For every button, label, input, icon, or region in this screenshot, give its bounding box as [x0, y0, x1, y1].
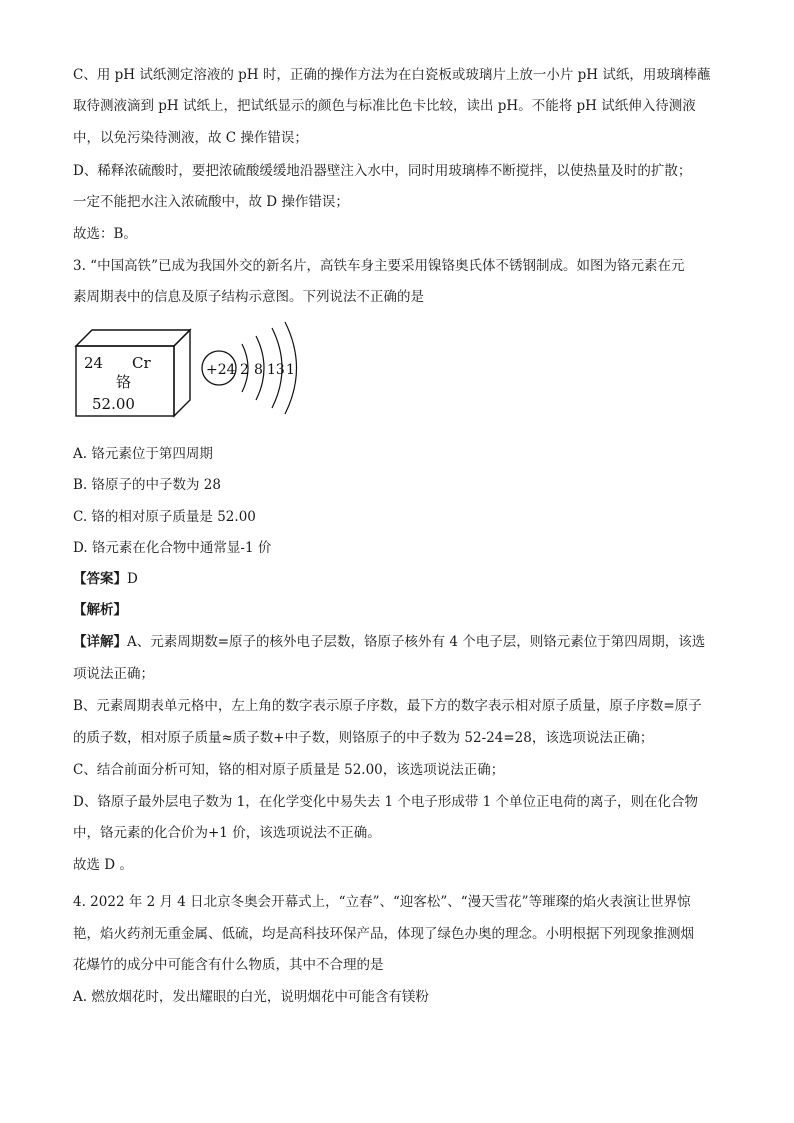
atomic-mass: 52.00 [92, 395, 135, 413]
answer-label: 【答案】 [73, 571, 127, 587]
text-line: D、稀释浓硫酸时，要把浓硫酸缓缓地沿器壁注入水中，同时用玻璃棒不断搅拌，以使热量及时的扩散； [73, 163, 692, 179]
atomic-number: 24 [84, 354, 104, 372]
shell-electrons: 2 [240, 362, 249, 378]
text-line: C、结合前面分析可知，铬的相对原子质量是 52.00，该选项说法正确； [73, 762, 505, 778]
question-3-stem: 3. “中国高铁”已成为我国外交的新名片，高铁车身主要采用镍铬奥氏体不锈钢制成。如图为铬元素在元 [73, 258, 685, 274]
shell-electrons: 8 [254, 362, 263, 378]
detail-line [73, 633, 705, 651]
text-line: 故选：B。 [73, 226, 137, 242]
question-4-stem: 艳，焰火药剂无重金属、低硫，均是高科技环保产品，体现了绿色办奥的理念。小明根据下列现象推测烟 [73, 926, 694, 942]
nucleus-charge: +24 [206, 362, 236, 378]
text-line: 故选 D 。 [73, 857, 133, 873]
answer-line [73, 570, 138, 588]
option-d: D. 铬元素在化合物中通常显-1 价 [73, 540, 272, 556]
question-4-stem: 花爆竹的成分中可能含有什么物质，其中不合理的是 [73, 957, 384, 973]
question-4-stem: 4. 2022 年 2 月 4 日北京冬奥会开幕式上，“立春”、“迎客松”、“漫天雪花”等璀璨的焰火表演让世界惊 [73, 894, 691, 910]
text-line: 中，以免污染待测液，故 C 操作错误； [73, 130, 308, 146]
element-card [76, 330, 190, 416]
text-line: C、用 pH 试纸测定溶液的 pH 时，正确的操作方法为在白瓷板或玻璃片上放一小片 pH 试纸，用玻璃棒蘸 [73, 67, 711, 83]
element-name: 铬 [116, 373, 132, 391]
option-c: C. 铬的相对原子质量是 52.00 [73, 509, 256, 525]
text-line: 取待测液滴到 pH 试纸上，把试纸显示的颜色与标准比色卡比较，读出 pH。不能将 pH 试纸伸入待测液 [73, 98, 696, 114]
option-a: A. 铬元素位于第四周期 [73, 446, 213, 462]
shell-electrons: 1 [286, 362, 295, 378]
analysis-label: 【解析】 [73, 602, 127, 618]
option-b: B. 铬原子的中子数为 28 [73, 477, 221, 493]
text-line: 的质子数，相对原子质量≈质子数+中子数，则铬原子的中子数为 52-24=28，该选项说法正确； [73, 730, 654, 746]
text-line: 中，铬元素的化合价为+1 价，该选项说法不正确。 [73, 825, 381, 841]
text-line: 项说法正确； [73, 666, 154, 682]
shell-electrons: 13 [267, 362, 285, 378]
question-3-stem: 素周期表中的信息及原子结构示意图。下列说法不正确的是 [73, 289, 424, 305]
atom-structure-diagram [202, 322, 297, 414]
answer-value: D [127, 571, 138, 587]
text-line: D、铬原子最外层电子数为 1，在化学变化中易失去 1 个电子形成带 1 个单位正电荷的离子，则在化合物 [73, 794, 699, 810]
detail-label: 【详解】 [73, 634, 127, 650]
text-line: 一定不能把水注入浓硫酸中，故 D 操作错误； [73, 194, 349, 210]
text-line: B、元素周期表单元格中，左上角的数字表示原子序数，最下方的数字表示相对原子质量，原子序数=原子 [73, 698, 702, 714]
element-symbol: Cr [132, 354, 151, 372]
option-a: A. 燃放烟花时，发出耀眼的白光，说明烟花中可能含有镁粉 [73, 989, 429, 1005]
chromium-figure [70, 318, 310, 428]
detail-text: A、元素周期数=原子的核外电子层数，铬原子核外有 4 个电子层，则铬元素位于第四周期，该选 [127, 634, 706, 650]
analysis-line [73, 601, 127, 619]
